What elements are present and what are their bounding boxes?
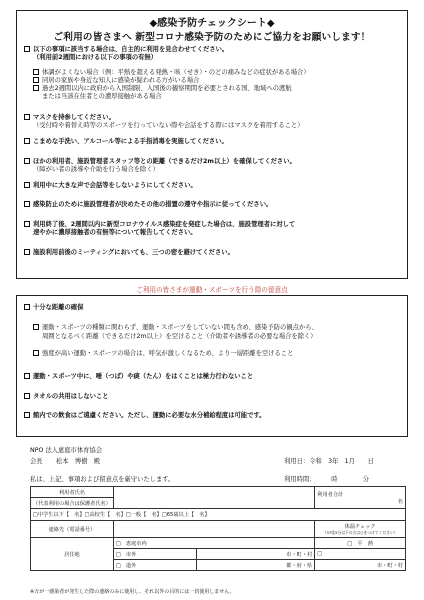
check-item-1-note: （利用前2週間における以下の事項の有無） — [33, 54, 158, 61]
org-name: NPO 法人恵庭市体育協会 — [30, 447, 103, 454]
checkbox[interactable] — [24, 114, 30, 120]
check-item-report: 利用終了後、2週間以内に新型コロナウイルス感染症を発症した場合は、施設管理者に対して — [24, 221, 295, 228]
category-counts[interactable]: □中学生以下【 名】□高校生【 名】□一般【 名】□65歳以上【 名】 — [31, 509, 406, 521]
check-item-meeting: 施設利用前後のミーティングにおいても、三つの密を避けてください。 — [24, 249, 234, 256]
sheet-title: ◆感染予防チェックシート◆ — [149, 18, 275, 29]
agreement-text: 私は、上記、事項および留意点を厳守いたします。 — [30, 476, 175, 483]
checkbox[interactable] — [33, 69, 39, 75]
contact-label: 連絡先（電話番号） — [31, 521, 114, 538]
city-field[interactable]: 市・町・村 — [197, 549, 315, 560]
checkbox[interactable] — [33, 85, 39, 91]
registration-form — [30, 486, 406, 571]
distance-heading: 十分な距離の確保 — [24, 304, 83, 311]
temp-cell: 体温チェック （37度5分以下の方は○をつけてください） — [315, 521, 406, 538]
checkbox[interactable] — [33, 350, 39, 356]
checklist-box — [16, 10, 408, 279]
usage-time[interactable]: 利用時間： 時 分 — [284, 476, 370, 483]
checkbox[interactable] — [24, 249, 30, 255]
check-item-voice: 利用中に大きな声で会話等をしないようにしてください。 — [24, 182, 197, 189]
rep-sub-label: （代表利用の場合は保護者氏名） — [31, 498, 114, 509]
sub-item-cont: または当該在住者との濃厚接触がある場合 — [42, 93, 162, 100]
point-towel: タオルの共用はしないこと — [24, 393, 109, 400]
distance-item: 運動・スポーツの種類に関わらず、運動・スポーツをしていない間も含め、感染予防の観点から、 — [33, 324, 318, 331]
distance-item: 強度が高い運動・スポーツの場合は、呼気が激しくなるため、より一層距離を空けること — [33, 350, 293, 357]
point-spit: 運動・スポーツ中に、唾（つば）や痰（たん）をはくことは極力行わないこと — [24, 373, 253, 380]
checkbox[interactable] — [24, 158, 30, 164]
checkbox[interactable] — [24, 46, 30, 52]
sub-item: 同居の家族や身近な知人に感染が疑われる方がいる場合 — [33, 77, 199, 84]
check-item-mask-note: （受付時や着替え時等のスポーツを行っていない際や会話をする際にはマスクを着用すること） — [33, 122, 304, 129]
usage-date[interactable]: 利用日：令和 3年 1月 日 — [284, 458, 374, 465]
point-eating: 館内での飲食はご遠慮ください。ただし、運動に必要な水分補給程度は可能です。 — [24, 412, 265, 419]
city-field-2[interactable]: 市・町・村 — [315, 560, 406, 571]
checkbox[interactable] — [24, 304, 30, 310]
org-role: 会長 — [30, 458, 43, 465]
checkbox[interactable] — [24, 182, 30, 188]
pref-field[interactable]: 都・府・県 — [197, 560, 315, 571]
checkbox[interactable] — [24, 373, 30, 379]
contact-field[interactable] — [113, 521, 314, 538]
points-title: ご利用の皆さまが運動・スポーツを行う際の留意点 — [136, 286, 288, 294]
checkbox[interactable] — [33, 77, 39, 83]
rep-label-cell: 利用者氏名 — [31, 487, 114, 498]
rep-name-field[interactable] — [113, 487, 314, 509]
addr-option-2[interactable]: □ 市外 — [113, 549, 197, 560]
checkbox[interactable] — [24, 412, 30, 418]
checkbox[interactable] — [24, 138, 30, 144]
check-item-distance-note: （障がい者の誘導や介助を行う場合を除く） — [33, 166, 159, 173]
distance-item-cont: 周囲となるべく距離（できるだけ2m以上）を空けること（介助者や誘導者の必要な場合を除く） — [42, 333, 317, 340]
checkbox[interactable] — [24, 201, 30, 207]
sub-item: 過去2週間以内に政府から入国制限、入国後の観察期間を必要とされる国、地域への渡航 — [33, 85, 292, 92]
checkbox[interactable] — [33, 324, 39, 330]
sub-item: 体調がよくない場合（例：平熱を超える発熱・咳（せき）・のどの痛みなどの症状がある場合） — [33, 69, 310, 76]
org-person: 松本 博樹 殿 — [56, 458, 101, 465]
check-item-distance: ほかの利用者、施設管理者スタッフ等との距離（できるだけ2m以上）を確保してください。 — [24, 158, 296, 165]
addr-option-1[interactable]: □ 恵庭市内 — [113, 538, 314, 549]
privacy-footnote: ※万が一感染者が発生した際の連絡のみに使用し、それ以外の目的には一切使用しません。 — [30, 589, 235, 595]
address-label: 居住地 — [31, 538, 114, 571]
temp-blank-option[interactable]: □ — [315, 549, 406, 560]
check-item-rules: 感染防止のために施設管理者が決めたその他の措置の遵守や指示に従ってください。 — [24, 201, 272, 208]
subtitle: ご利用の皆さまへ 新型コロナ感染予防のためにご協力をお願いします！ — [53, 32, 371, 43]
check-item-handwash: こまめな手洗い、アルコール等による手指消毒を実施してください。 — [24, 138, 228, 145]
normal-temp-option[interactable]: □ 平 熱 — [315, 538, 406, 549]
check-item-1: 以下の事項に該当する場合は、自主的に利用を見合わせてください。 — [24, 46, 228, 53]
check-item-mask: マスクを持参してください。 — [24, 114, 115, 121]
points-box — [16, 295, 408, 437]
total-cell[interactable]: 利用者合計 名 — [315, 487, 406, 509]
checkbox[interactable] — [24, 221, 30, 227]
addr-option-3[interactable]: □ 道外 — [113, 560, 197, 571]
check-item-report-cont: 速やかに濃厚接触者の有無等について報告してください。 — [33, 229, 197, 236]
checkbox[interactable] — [24, 393, 30, 399]
